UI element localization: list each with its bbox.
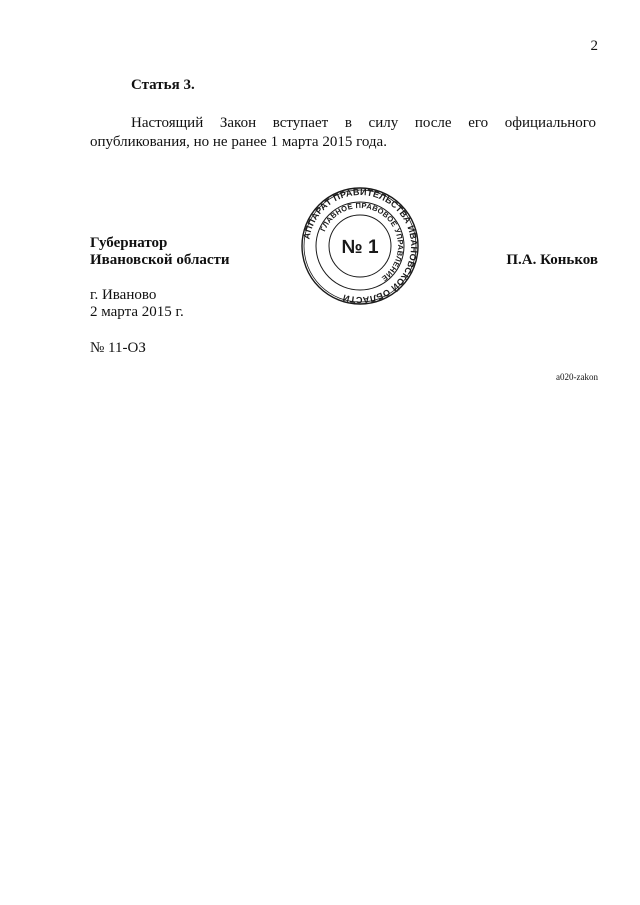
page-number: 2 <box>590 38 598 54</box>
signer-name: П.А. Коньков <box>506 252 598 268</box>
stamp-ring-text: АППАРАТ ПРАВИТЕЛЬСТВА ИВАНОВСКОЙ ОБЛАСТИ <box>301 187 419 305</box>
article-heading: Статья 3. <box>131 77 195 93</box>
stamp-center-text: № 1 <box>341 237 379 258</box>
official-stamp <box>301 187 419 305</box>
signer-title-line-2: Ивановской области <box>90 252 230 268</box>
place-date <box>90 287 184 321</box>
paragraph-word: его <box>468 115 489 131</box>
law-number: № 11-ОЗ <box>90 340 146 356</box>
paragraph-word: официального <box>504 115 597 131</box>
paragraph-line-1 <box>131 115 596 132</box>
stamp-inner-text: ГЛАВНОЕ ПРАВОВОЕ УПРАВЛЕНИЕ <box>318 200 406 284</box>
paragraph-word: вступает <box>272 115 329 131</box>
paragraph-line-2: опубликования, но не ранее 1 марта 2015 года. <box>90 134 387 150</box>
paragraph-word: Закон <box>219 115 257 131</box>
signer-title <box>90 235 230 269</box>
paragraph-word: после <box>414 115 452 131</box>
paragraph-word: Настоящий <box>131 115 204 131</box>
date: 2 марта 2015 г. <box>90 304 184 320</box>
paragraph-word: в <box>344 115 352 131</box>
signer-title-line-1: Губернатор <box>90 235 168 251</box>
paragraph-word: силу <box>368 115 399 131</box>
place: г. Иваново <box>90 287 157 303</box>
document-code: a020-zakon <box>556 372 598 382</box>
